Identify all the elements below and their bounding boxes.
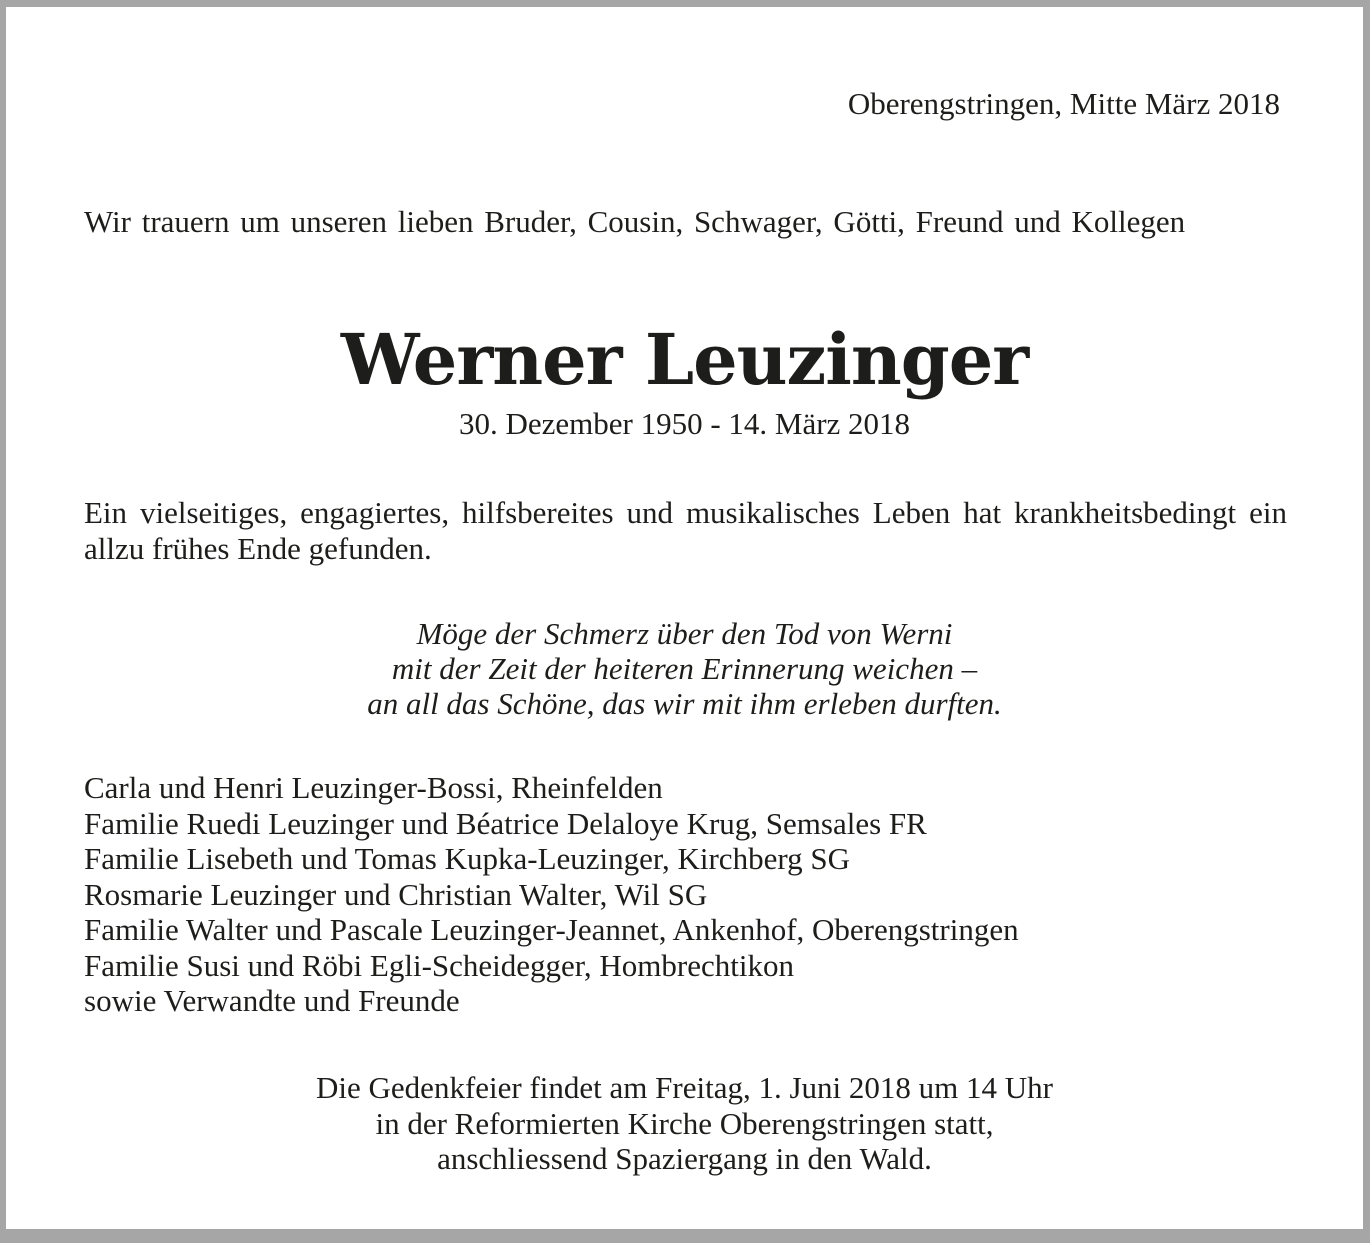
poem-line: an all das Schöne, das wir mit ihm erleben durften. [367, 686, 1002, 721]
poem-line: mit der Zeit der heiteren Erinnerung weichen – [391, 651, 978, 686]
memorial-poem [6, 616, 1363, 721]
life-summary: Ein vielseitiges, engagiertes, hilfsbereites und musikalisches Leben hat krankheitsbedingt ein allzu frühes Ende gefunden. [84, 495, 1287, 566]
mourners-list [84, 770, 1019, 1019]
mourner-line: Familie Ruedi Leuzinger und Béatrice Delaloye Krug, Semsales FR [84, 805, 927, 841]
life-dates: 30. Dezember 1950 - 14. März 2018 [458, 406, 911, 441]
deceased-name: Werner Leuzinger [340, 318, 1029, 401]
mourner-line: sowie Verwandte und Freunde [84, 983, 460, 1018]
place-date: Oberengstringen, Mitte März 2018 [847, 86, 1280, 121]
mourner-line: Rosmarie Leuzinger und Christian Walter, Wil SG [84, 876, 708, 912]
mourner-line: Familie Susi und Röbi Egli-Scheidegger, Hombrechtikon [84, 947, 794, 983]
intro-text: Wir trauern um unseren lieben Bruder, Cousin, Schwager, Götti, Freund und Kollegen [84, 204, 1186, 239]
obituary-page [6, 7, 1363, 1229]
poem-line: Möge der Schmerz über den Tod von Werni [416, 616, 953, 651]
mourner-line: Familie Lisebeth und Tomas Kupka-Leuzinger, Kirchberg SG [84, 841, 850, 876]
mourner-line: Familie Walter und Pascale Leuzinger-Jeannet, Ankenhof, Oberengstringen [84, 912, 1019, 947]
ceremony-notice [6, 1070, 1363, 1177]
ceremony-line: in der Reformierten Kirche Oberengstringen statt, [375, 1105, 994, 1141]
ceremony-line: anschliessend Spaziergang in den Wald. [437, 1141, 932, 1176]
ceremony-line: Die Gedenkfeier findet am Freitag, 1. Juni 2018 um 14 Uhr [316, 1070, 1053, 1105]
mourner-line: Carla und Henri Leuzinger-Bossi, Rheinfelden [84, 770, 663, 805]
